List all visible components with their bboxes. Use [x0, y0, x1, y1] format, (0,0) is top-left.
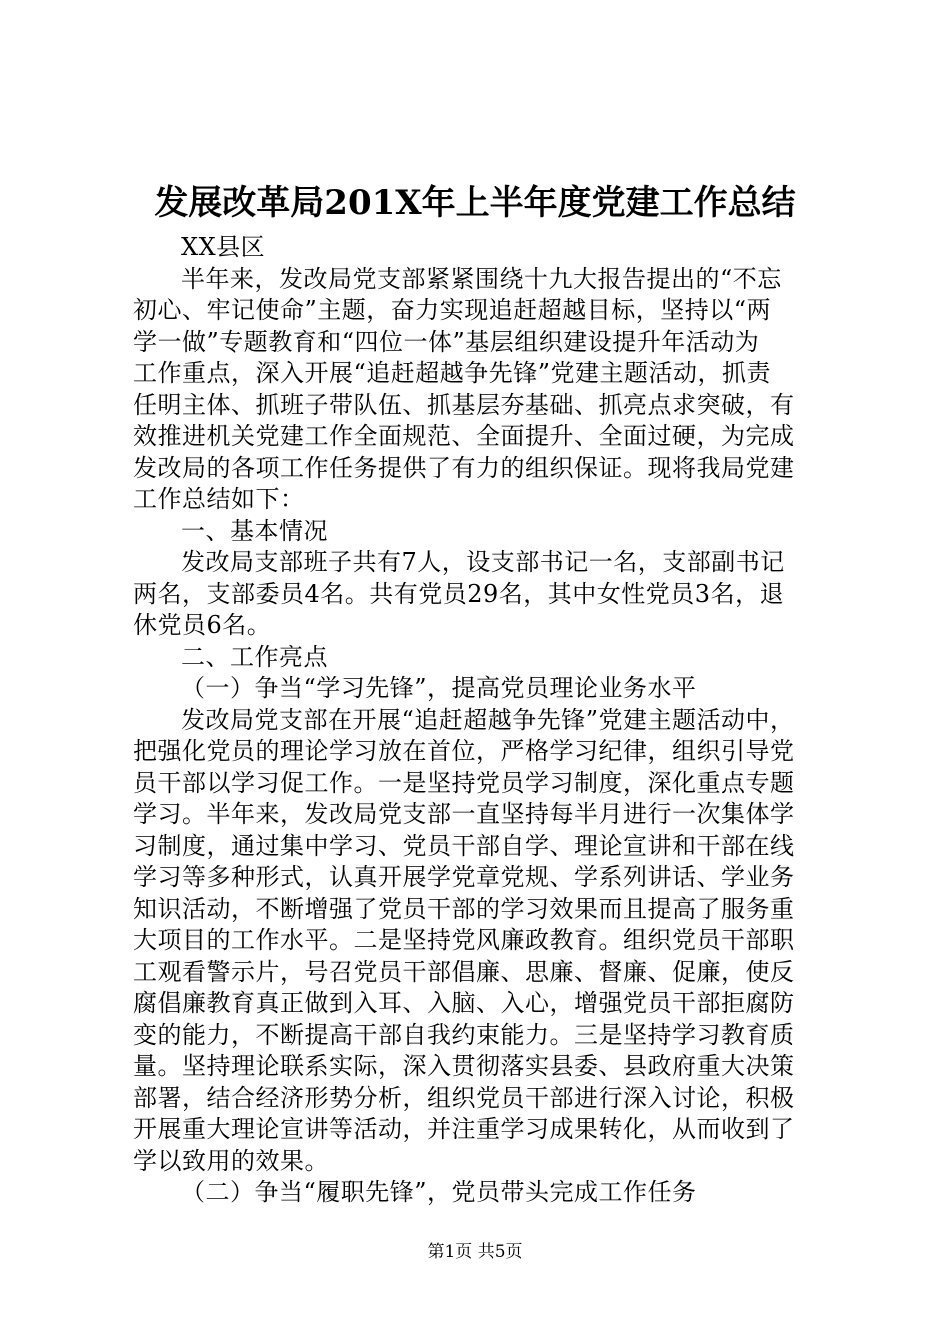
text-line: 员干部以学习促工作。一是坚持党员学习制度，深化重点专题	[133, 768, 795, 797]
text-line: 把强化党员的理论学习放在首位，严格学习纪律，组织引导党	[133, 737, 795, 765]
text-line: 部署，结合经济形势分析，组织党员干部进行深入讨论，积极	[133, 1083, 795, 1112]
text-line: XX县区	[181, 233, 266, 261]
text-line: 工观看警示片，号召党员干部倡廉、思廉、督廉、促廉，使反	[133, 957, 795, 986]
text-line: 二、工作亮点	[181, 642, 328, 671]
text-line: 工作总结如下：	[133, 485, 305, 513]
text-line: 任明主体、抓班子带队伍、抓基层夯基础、抓亮点求突破，有	[133, 390, 795, 419]
text-line: 学以致用的效果。	[133, 1146, 329, 1175]
text-line: 发改局的各项工作任务提供了有力的组织保证。现将我局党建	[133, 453, 795, 482]
text-line: 发改局支部班子共有7人，设支部书记一名，支部副书记	[181, 548, 785, 576]
page-footer: 第1页 共5页	[427, 1242, 523, 1262]
text-line: （二）争当“履职先锋”，党员带头完成工作任务	[181, 1178, 697, 1206]
text-line: 变的能力，不断提高干部自我约束能力。三是坚持学习教育质	[133, 1020, 795, 1049]
text-line: 一、基本情况	[181, 516, 328, 545]
document-body	[133, 232, 833, 1209]
text-line: 学习等多种形式，认真开展学党章党规、学系列讲话、学业务	[133, 863, 795, 891]
text-line: 学一做”专题教育和“四位一体”基层组织建设提升年活动为	[133, 327, 760, 356]
text-line: 半年来，发改局党支部紧紧围绕十九大报告提出的“不忘	[181, 264, 782, 293]
text-line: 量。坚持理论联系实际，深入贯彻落实县委、县政府重大决策	[133, 1052, 795, 1080]
document-title: 发展改革局201X年上半年度党建工作总结	[154, 183, 796, 223]
text-line: 初心、牢记使命”主题，奋力实现追赶超越目标，坚持以“两	[133, 296, 772, 324]
text-line: 大项目的工作水平。二是坚持党风廉政教育。组织党员干部职	[133, 926, 795, 954]
text-line: （一）争当“学习先锋”，提高党员理论业务水平	[181, 674, 697, 702]
text-line: 开展重大理论宣讲等活动，并注重学习成果转化，从而收到了	[133, 1115, 795, 1143]
text-line: 知识活动，不断增强了党员干部的学习效果而且提高了服务重	[133, 894, 795, 923]
text-line: 两名，支部委员4名。共有党员29名，其中女性党员3名，退	[133, 579, 785, 608]
text-line: 休党员6名。	[133, 611, 272, 639]
text-line: 效推进机关党建工作全面规范、全面提升、全面过硬，为完成	[133, 422, 795, 450]
text-line: 习制度，通过集中学习、党员干部自学、理论宣讲和干部在线	[133, 831, 795, 860]
text-line: 发改局党支部在开展“追赶超越争先锋”党建主题活动中，	[181, 705, 795, 734]
text-line: 工作重点，深入开展“追赶超越争先锋”党建主题活动，抓责	[133, 359, 772, 387]
text-line: 腐倡廉教育真正做到入耳、入脑、入心，增强党员干部拒腐防	[133, 989, 795, 1017]
text-line: 学习。半年来，发改局党支部一直坚持每半月进行一次集体学	[133, 800, 795, 828]
